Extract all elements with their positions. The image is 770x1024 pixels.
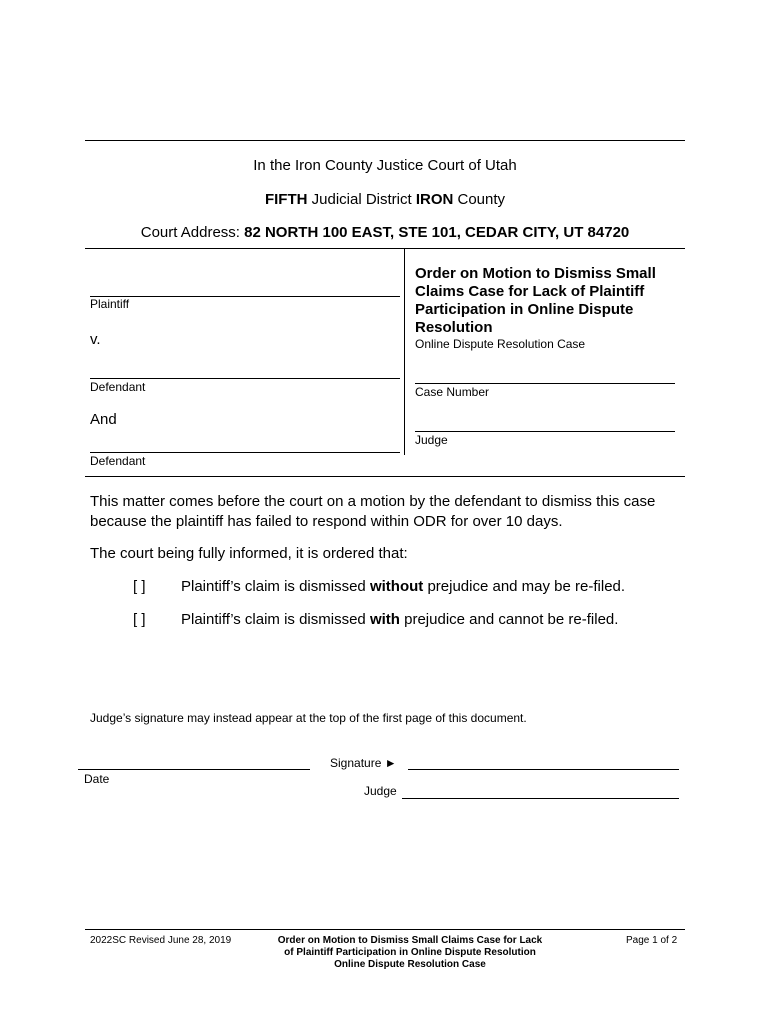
header-top-rule [85, 140, 685, 141]
option-with-pre: Plaintiff’s claim is dismissed [181, 611, 370, 628]
plaintiff-label: Plaintiff [90, 297, 130, 311]
option-without-bold: without [369, 578, 424, 595]
case-type: Online Dispute Resolution Case [415, 337, 586, 351]
and-label: And [90, 411, 117, 428]
option-without-checkbox[interactable]: [ ] [133, 578, 146, 595]
county-text: County [453, 191, 506, 208]
option-with-bold: with [369, 611, 400, 628]
header-bottom-rule [85, 248, 685, 249]
option-with-text [181, 610, 618, 630]
court-address-label: Court Address: [140, 224, 245, 241]
judge-label: Judge [415, 433, 448, 447]
footer-form-id: 2022SC Revised June 28, 2019 [90, 935, 232, 946]
caption-divider [404, 249, 405, 455]
court-address-value: 82 NORTH 100 EAST, STE 101, CEDAR CITY, UT 84720 [244, 224, 630, 241]
district-text: Judicial District [307, 191, 416, 208]
defendant-name-line[interactable] [90, 378, 400, 379]
court-address [85, 224, 685, 241]
option-with-checkbox[interactable]: [ ] [133, 611, 146, 628]
judge-name-line[interactable] [415, 431, 675, 432]
option-without-text [181, 577, 625, 597]
date-label: Date [84, 772, 110, 786]
option-with-post: prejudice and cannot be re-filed. [399, 611, 619, 628]
date-line[interactable] [78, 769, 310, 770]
footer-page-number: Page 1 of 2 [626, 935, 678, 946]
footer-title [260, 935, 560, 971]
signature-note: Judge’s signature may instead appear at the top of the first page of this document. [90, 711, 527, 725]
defendant-label: Defendant [90, 380, 146, 394]
caption-bottom-rule [85, 476, 685, 477]
order-paragraph-2: The court being fully informed, it is ordered that: [90, 545, 408, 562]
order-paragraph-1: This matter comes before the court on a motion by the defendant to dismiss this case because the plaintiff has failed to respond within ODR for over 10 days. [90, 493, 656, 530]
signature-label: Signature ► [330, 756, 397, 770]
case-number-line[interactable] [415, 383, 675, 384]
footer-title-line-2: of Plaintiff Participation in Online Dispute Resolution [284, 947, 536, 958]
judge-signature-name-line[interactable] [402, 798, 679, 799]
versus-label: v. [90, 331, 101, 348]
option-without-pre: Plaintiff’s claim is dismissed [181, 578, 370, 595]
court-district [85, 191, 685, 208]
footer-title-line-3: Online Dispute Resolution Case [334, 959, 486, 970]
county-name: IRON [415, 191, 454, 208]
signature-line[interactable] [408, 769, 679, 770]
defendant2-name-line[interactable] [90, 452, 400, 453]
footer-title-line-1: Order on Motion to Dismiss Small Claims Case for Lack [277, 935, 543, 946]
case-number-label: Case Number [415, 385, 490, 399]
defendant2-label: Defendant [90, 454, 146, 468]
court-name: In the Iron County Justice Court of Utah [253, 157, 517, 174]
option-without-post: prejudice and may be re-filed. [423, 578, 626, 595]
footer-rule [85, 929, 685, 930]
order-title: Order on Motion to Dismiss Small Claims Case for Lack of Plaintiff Participation in Online Dispute Resolution [415, 265, 656, 336]
plaintiff-name-line[interactable] [90, 296, 400, 297]
sig-judge-label: Judge [364, 784, 397, 798]
district-name: FIFTH [264, 191, 308, 208]
